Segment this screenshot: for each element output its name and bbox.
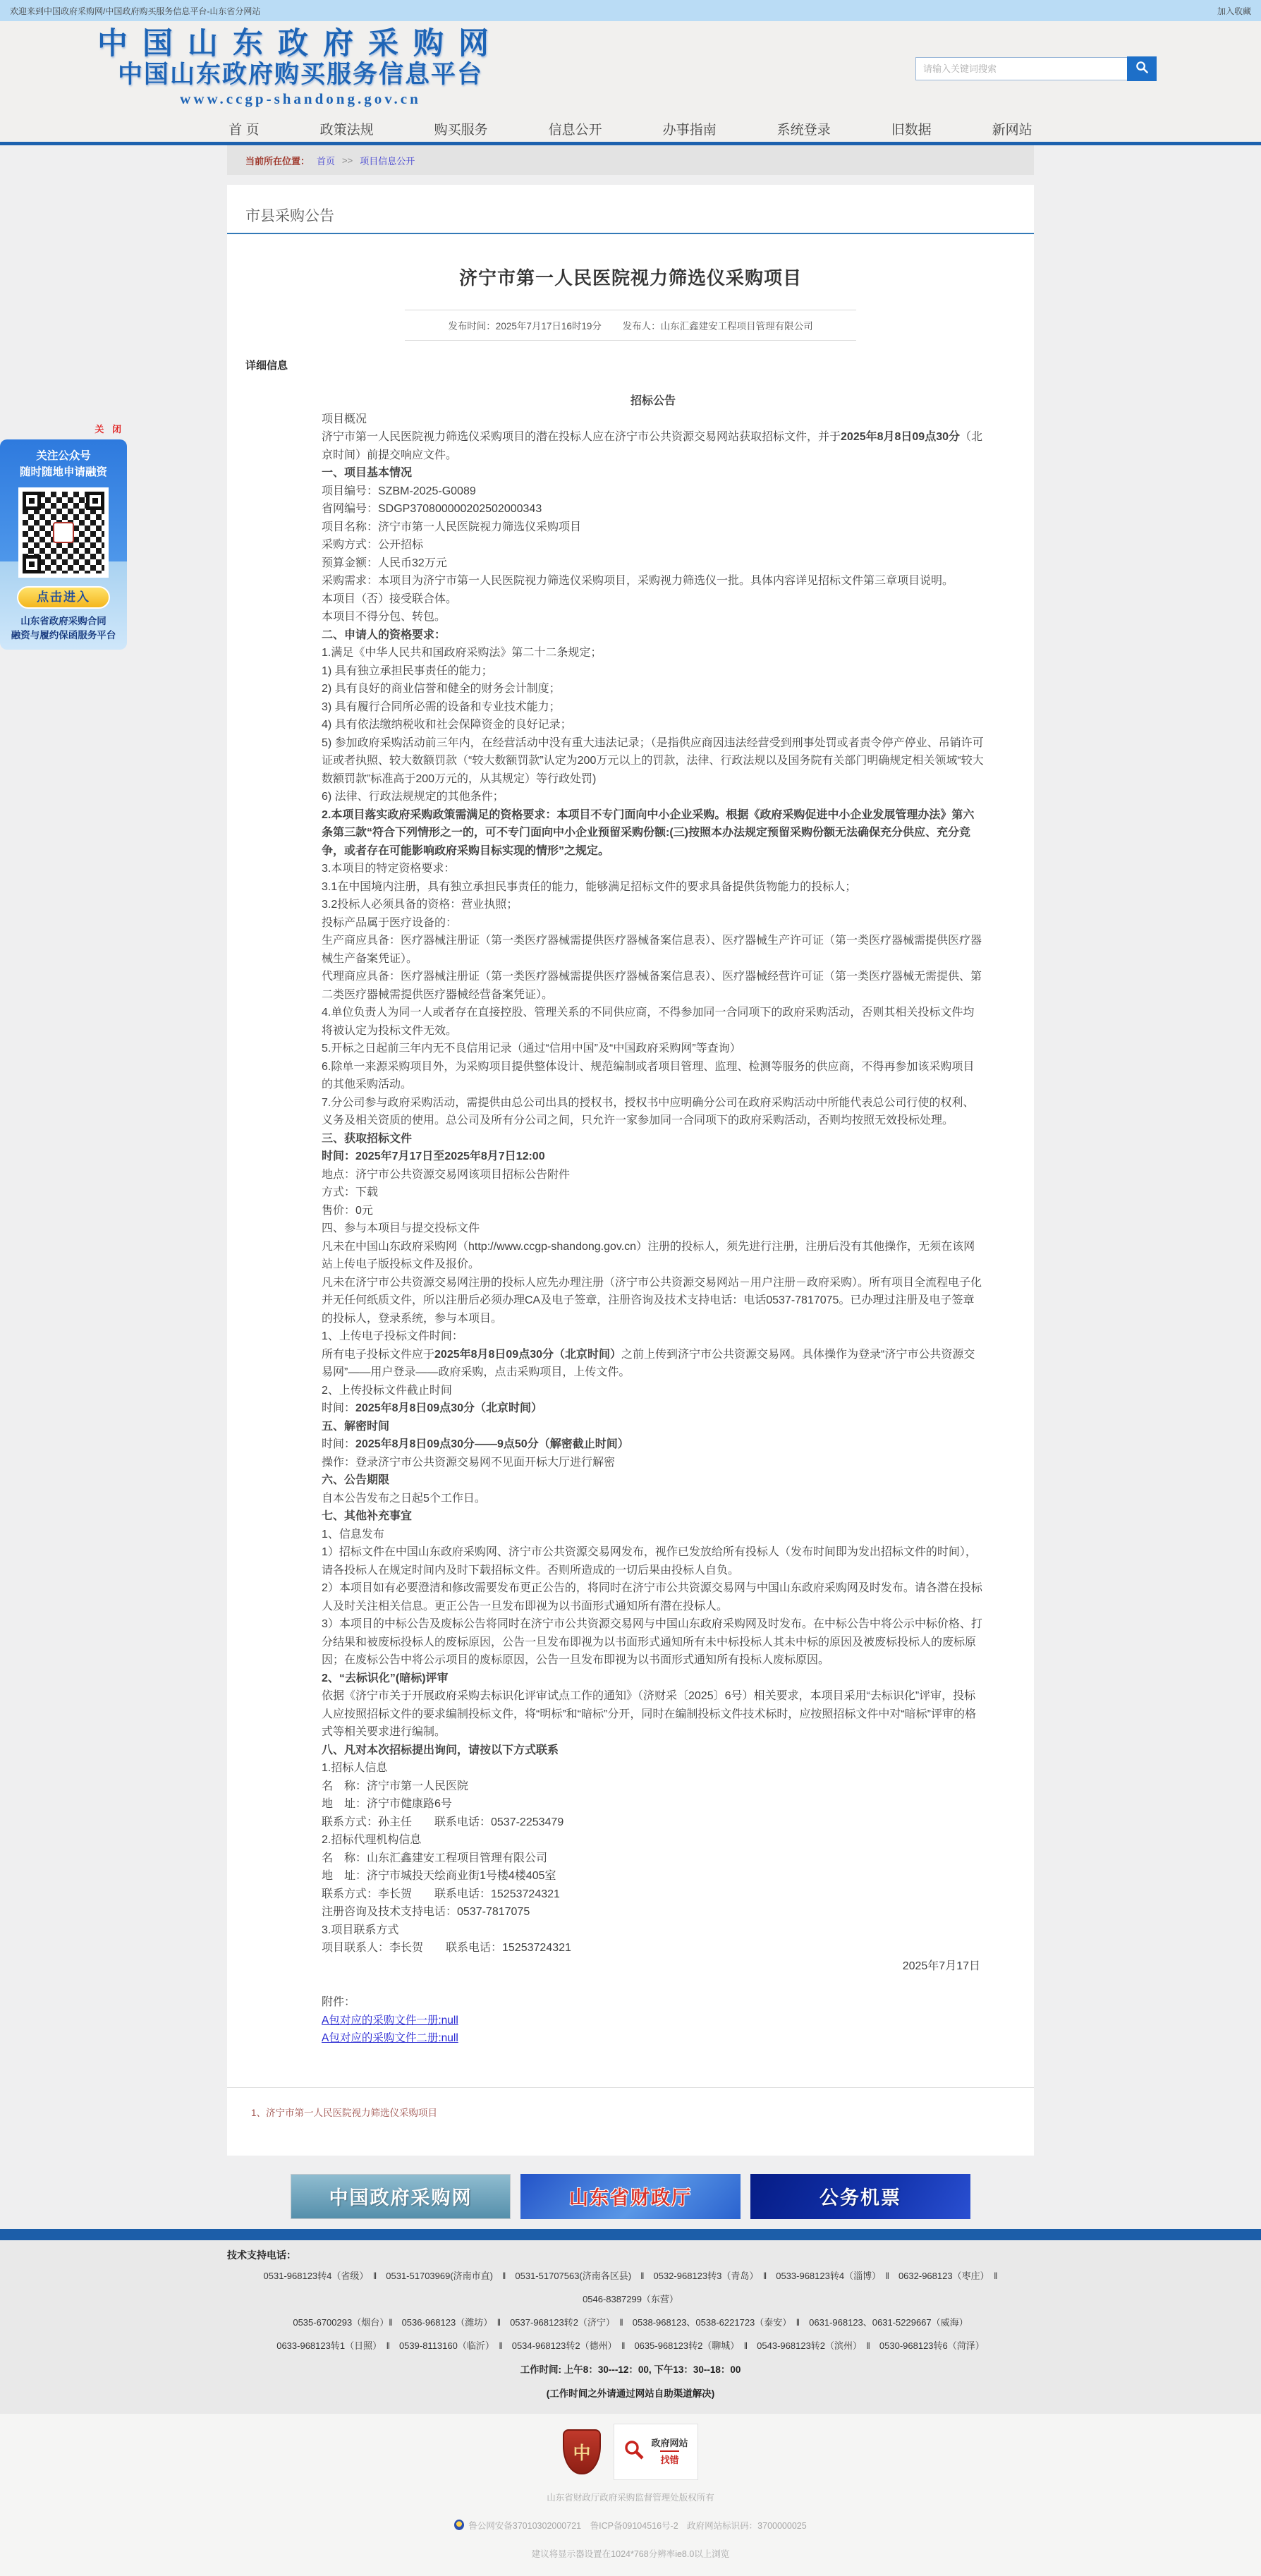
error-report-text bbox=[651, 2436, 688, 2467]
text-segment: 五、解密时间 bbox=[322, 1420, 390, 1433]
paragraph bbox=[322, 1903, 985, 1921]
footer-support bbox=[0, 2240, 1261, 2414]
widget-close-button[interactable]: 关 闭 bbox=[95, 424, 124, 435]
paragraph bbox=[322, 536, 985, 554]
qr-finder-icon bbox=[86, 492, 104, 510]
paragraph bbox=[322, 1058, 985, 1094]
search-icon bbox=[1135, 61, 1149, 76]
footer-blue-bar bbox=[0, 2229, 1261, 2240]
text-segment: 生产商应具备：医疗器械注册证（第一类医疗器械需提供医疗器械备案信息表）、医疗器械生产许可证（第一类医疗器械需提供医疗器械生产备案凭证）。 bbox=[322, 935, 982, 965]
paragraph bbox=[322, 860, 985, 878]
paragraph bbox=[322, 1957, 985, 1976]
nav-item[interactable]: 系统登录 bbox=[776, 123, 831, 138]
text-segment: 2) 具有良好的商业信誉和健全的财务会计制度； bbox=[322, 683, 561, 695]
paragraph bbox=[322, 590, 985, 609]
text-segment: 6.除单一来源采购项目外，为采购项目提供整体设计、规范编制或者项目管理、监理、检测等服务的供应商，不得再参加该采购项目的其他采购活动。 bbox=[322, 1060, 975, 1090]
text-segment: 联系方式：孙主任 联系电话：0537-2253479 bbox=[322, 1816, 564, 1828]
footer-banner[interactable] bbox=[291, 2174, 511, 2219]
text-segment: 项目联系人：李长贺 联系电话：15253724321 bbox=[322, 1942, 571, 1954]
nav-item[interactable]: 购买服务 bbox=[434, 123, 488, 138]
paragraph bbox=[322, 1382, 985, 1400]
welcome-text: 欢迎来到中国政府采购网/中国政府购买服务信息平台-山东省分网站 bbox=[10, 6, 261, 16]
text-segment: 1、上传电子投标文件时间： bbox=[322, 1330, 463, 1342]
nav-item[interactable]: 新网站 bbox=[992, 123, 1032, 138]
support-phone-lines bbox=[0, 2264, 1261, 2357]
text-segment: 本项目不得分包、转包。 bbox=[322, 611, 446, 623]
attachments-label: 附件： bbox=[322, 1996, 356, 2008]
text-segment: 四、参与本项目与提交投标文件 bbox=[322, 1222, 480, 1234]
beian-line bbox=[0, 2515, 1261, 2536]
widget-title-line1: 关注公众号 bbox=[36, 450, 91, 462]
paragraph bbox=[322, 1490, 985, 1508]
magnifier-icon bbox=[623, 2439, 645, 2464]
paragraph bbox=[322, 1399, 985, 1418]
work-time: 工作时间: 上午8：30---12：00, 下午13：30--18：00 bbox=[520, 2364, 741, 2375]
paragraph bbox=[322, 1454, 985, 1472]
text-segment: 2.招标代理机构信息 bbox=[322, 1834, 422, 1846]
text-segment: 2025年7月17日 bbox=[902, 1960, 980, 1972]
paragraph bbox=[322, 1238, 985, 1274]
publish-time: 发布时间：2025年7月17日16时19分 bbox=[448, 321, 602, 332]
breadcrumb-current-link[interactable]: 项目信息公开 bbox=[360, 155, 415, 166]
text-segment: 5.开标之日起前三年内无不良信用记录（通过“信用中国”及“中国政府采购网”等查询） bbox=[322, 1043, 741, 1055]
text-segment: 采购需求：本项目为济宁市第一人民医院视力筛选仪采购项目，采购视力筛选仪一批。具体内容详见招标文件第三章项目说明。 bbox=[322, 575, 954, 587]
paragraph bbox=[322, 932, 985, 968]
paragraph bbox=[322, 716, 985, 734]
text-segment: 预算金额：人民币32万元 bbox=[322, 557, 447, 569]
text-segment: 7.分公司参与政府采购活动，需提供由总公司出具的授权书，授权书中应明确分公司在政府采购活动中所能代表总公司行使的权利、义务及相关资质的使用。总公司及所有分公司之间，只允许一家参加同一合同项下的政府采购活动，否则均按照无效投标处理。 bbox=[322, 1096, 975, 1126]
paragraph bbox=[322, 1921, 985, 1940]
text-segment: 地 址：济宁市健康路6号 bbox=[322, 1798, 452, 1810]
paragraph bbox=[322, 1274, 985, 1328]
text-segment: 3.项目联系方式 bbox=[322, 1924, 399, 1936]
text-segment: 自本公告发布之日起5个工作日。 bbox=[322, 1492, 486, 1505]
breadcrumb-label: 当前所在位置： bbox=[245, 155, 310, 166]
paragraph bbox=[322, 1471, 985, 1490]
widget-body bbox=[0, 439, 127, 650]
work-time-note: (工作时间之外请通过网站自助渠道解决) bbox=[546, 2388, 715, 2399]
footer-banner[interactable] bbox=[750, 2174, 970, 2219]
text-segment: 2）本项目如有必要澄清和修改需要发布更正公告的，将同时在济宁市公共资源交易网与中国山东政府采购网及时发布。请各潜在投标人及时关注相关信息。更正公告一旦发布即视为以书面形式通知所有潜在投标人。 bbox=[322, 1582, 982, 1612]
text-segment: 所有电子投标文件应于 bbox=[322, 1348, 435, 1361]
attachments-block bbox=[322, 1993, 985, 2048]
paragraph bbox=[322, 644, 985, 662]
paragraph bbox=[322, 1579, 985, 1615]
text-segment: 招标公告 bbox=[630, 395, 676, 407]
publisher: 发布人：山东汇鑫建安工程项目管理有限公司 bbox=[622, 321, 813, 332]
text-segment: 三、获取招标文件 bbox=[322, 1132, 413, 1145]
text-segment: 4.单位负责人为同一人或者存在直接控股、管理关系的不同供应商，不得参加同一合同项下的政府采购活动，否则其相关投标文件均将被认定为投标文件无效。 bbox=[322, 1007, 975, 1037]
beian-text: 鲁公网安备37010302000721 鲁ICP备09104516号-2 政府网站标识码：3700000025 bbox=[468, 2520, 807, 2531]
paragraph bbox=[322, 1328, 985, 1346]
paragraph bbox=[322, 572, 985, 590]
text-segment: 凡未在济宁市公共资源交易网注册的投标人应先办理注册（济宁市公共资源交易网站－用户注册－政府采购）。所有项目全流程电子化并无任何纸质文件，所以注册后必须办理CA及电子签章，注册咨询及技术支持电话：电话0537-7817075。已办理过注册及电子签章的投标人，登录系统，参与本项目。 bbox=[322, 1276, 982, 1325]
footer-banners bbox=[0, 2174, 1261, 2219]
paragraph bbox=[322, 1220, 985, 1238]
text-segment: 1.招标人信息 bbox=[322, 1762, 388, 1774]
text-segment: 操作：登录济宁市公共资源交易网不见面开标大厅进行解密 bbox=[322, 1456, 616, 1469]
text-segment: 名 称：济宁市第一人民医院 bbox=[322, 1780, 469, 1792]
text-segment: 方式：下载 bbox=[322, 1186, 379, 1198]
text-segment: 项目名称：济宁市第一人民医院视力筛选仪采购项目 bbox=[322, 521, 582, 533]
nav-item[interactable]: 办事指南 bbox=[662, 123, 717, 138]
site-header bbox=[0, 21, 1261, 116]
paragraph bbox=[322, 1184, 985, 1202]
text-segment: 二、申请人的资格要求： bbox=[322, 628, 446, 641]
text-segment: 5) 参加政府采购活动前三年内，在经营活动中没有重大违法记录；（是指供应商因违法经营受到刑事处罚或者责令停产停业、吊销许可证或者执照、较大数额罚款（“较大数额罚款”认定为200万元以上的罚款，法律、行政法规以及国务院有关部门明确规定相关领域“较大数额罚款”标准高于200万元的，从其规定）等行政处罚) bbox=[322, 736, 984, 785]
detail-info-label: 详细信息 bbox=[245, 360, 288, 372]
resolution-note: 建议将显示器设置在1024*768分辨率ie8.0以上浏览 bbox=[531, 2548, 730, 2559]
paragraph bbox=[322, 1615, 985, 1670]
paragraph bbox=[322, 698, 985, 717]
text-segment: 联系方式：李长贺 联系电话：15253724321 bbox=[322, 1888, 560, 1900]
paragraph bbox=[322, 1543, 985, 1579]
support-phone-line: 0535-6700293（烟台）‖ 0536-968123（潍坊） ‖ 0537-968123转2（济宁） ‖ 0538-968123、0538-6221723（泰安） ‖ 0631-968123、0631-5229667（威海） bbox=[293, 2316, 968, 2328]
text-segment: 时间： bbox=[322, 1438, 356, 1450]
support-phone-line: 0531-968123转4（省级） ‖ 0531-51703969(济南市直) ‖ 0531-51707563(济南各区县) ‖ 0532-968123转3（青岛） ‖ 0533-968123转4（淄博） ‖ 0632-968123（枣庄） ‖ bbox=[263, 2270, 998, 2281]
text-segment: 2.本项目落实政府采购政策需满足的资格要求：本项目不专门面向中小企业采购。根据《政府采购促进中小企业发展管理办法》第六条第三款“符合下列情形之一的，可不专门面向中小企业预留采购份额:(三)按照本办法规定预留采购份额无法确保充分供应、充分竞争，或者存在可能影响政府采购目标实现的情形”之规定。 bbox=[322, 808, 975, 857]
paragraph bbox=[322, 1166, 985, 1184]
paragraph bbox=[322, 1040, 985, 1058]
text-segment: 省网编号：SDGP370800000202502000343 bbox=[322, 503, 542, 515]
text-segment: 时间： bbox=[322, 1402, 356, 1414]
logo-title: 中国山东政府采购网 bbox=[97, 28, 504, 61]
paragraph bbox=[322, 482, 985, 501]
announcement-panel bbox=[227, 185, 1034, 2156]
financing-qr-widget bbox=[0, 422, 127, 650]
text-segment: 1) 具有独立承担民事责任的能力； bbox=[322, 664, 493, 677]
paragraph bbox=[322, 1148, 985, 1166]
paragraph bbox=[322, 1813, 985, 1832]
text-segment: 2025年8月8日09点30分（北京时间） bbox=[355, 1402, 543, 1414]
text-segment: 2025年8月8日09点30分 bbox=[841, 431, 961, 443]
gov-shield-badge[interactable] bbox=[563, 2429, 601, 2474]
paragraph bbox=[322, 608, 985, 626]
widget-caption-line1: 山东省政府采购合同 bbox=[20, 616, 106, 626]
paragraph bbox=[322, 1939, 985, 1957]
text-segment: 一、项目基本情况 bbox=[322, 467, 413, 479]
paragraph bbox=[322, 411, 985, 429]
paragraph bbox=[322, 428, 985, 464]
paragraph bbox=[322, 1867, 985, 1885]
paragraph bbox=[322, 392, 985, 411]
paragraph bbox=[322, 1004, 985, 1040]
paragraph bbox=[322, 662, 985, 681]
attachment-link[interactable]: A包对应的采购文件二册:null bbox=[322, 2032, 458, 2044]
support-phone-label: 技术支持电话： bbox=[227, 2249, 296, 2261]
text-segment: 本项目（否）接受联合体。 bbox=[322, 593, 458, 605]
text-segment: 项目编号：SZBM-2025-G0089 bbox=[322, 485, 476, 497]
text-segment: 济宁市第一人民医院视力筛选仪采购项目的潜在投标人应在济宁市公共资源交易网站获取招标文件，并于 bbox=[322, 431, 841, 443]
text-segment: 售价：0元 bbox=[322, 1204, 373, 1217]
text-segment: 2025年8月8日09点30分——9点50分（解密截止时间） bbox=[355, 1438, 629, 1450]
search-input[interactable] bbox=[915, 57, 1127, 80]
search-button[interactable] bbox=[1127, 56, 1157, 81]
text-segment: 3.本项目的特定资格要求： bbox=[322, 863, 456, 875]
breadcrumb-home-link[interactable]: 首页 bbox=[317, 155, 336, 166]
banner-label: 山东省财政厅 bbox=[569, 2187, 692, 2209]
text-segment: 2、上传投标文件截止时间 bbox=[322, 1384, 452, 1397]
widget-title-line2: 随时随地申请融资 bbox=[19, 466, 107, 478]
support-phone-line: 0546-8387299（东营） bbox=[583, 2293, 678, 2304]
text-segment: 名 称：山东汇鑫建安工程项目管理有限公司 bbox=[322, 1852, 548, 1864]
text-segment: 投标产品属于医疗设备的： bbox=[322, 916, 458, 929]
paragraph bbox=[322, 554, 985, 573]
paragraph bbox=[322, 1418, 985, 1436]
related-item-link[interactable]: 1、济宁市第一人民医院视力筛选仪采购项目 bbox=[251, 2107, 438, 2118]
error-report-line2: 找错 bbox=[660, 2450, 678, 2467]
paragraph bbox=[322, 1687, 985, 1742]
copyright-text: 山东省财政厅政府采购监督管理处版权所有 bbox=[547, 2492, 714, 2503]
text-segment: 3.1在中国境内注册，具有独立承担民事责任的能力，能够满足招标文件的要求具备提供货物能力的投标人； bbox=[322, 880, 857, 893]
text-segment: 注册咨询及技术支持电话：0537-7817075 bbox=[322, 1906, 530, 1918]
paragraph bbox=[322, 500, 985, 518]
attachment-link[interactable]: A包对应的采购文件一册:null bbox=[322, 2014, 458, 2027]
site-error-report-badge[interactable] bbox=[614, 2424, 698, 2480]
footer-bottom bbox=[0, 2414, 1261, 2576]
paragraph bbox=[322, 896, 985, 914]
document-meta bbox=[405, 310, 856, 341]
qr-code bbox=[18, 487, 109, 578]
paragraph bbox=[322, 1094, 985, 1130]
text-segment: 项目概况 bbox=[322, 413, 367, 425]
footer-badges bbox=[0, 2424, 1261, 2480]
paragraph bbox=[322, 1885, 985, 1904]
nav-item[interactable]: 首 页 bbox=[229, 123, 260, 138]
text-segment: （北京时间）前提交响应文件。 bbox=[322, 431, 983, 461]
paragraph bbox=[322, 1202, 985, 1220]
text-segment: 2、“去标识化”(暗标)评审 bbox=[322, 1672, 449, 1684]
logo-url: www.ccgp-shandong.gov.cn bbox=[180, 90, 421, 107]
paragraph-list bbox=[322, 392, 985, 1975]
paragraph bbox=[322, 1435, 985, 1454]
paragraph bbox=[322, 788, 985, 806]
paragraph bbox=[322, 914, 985, 932]
document-title: 济宁市第一人民医院视力筛选仪采购项目 bbox=[458, 267, 802, 288]
text-segment: 八、凡对本次招标提出询问，请按以下方式联系 bbox=[322, 1744, 559, 1756]
site-logo[interactable] bbox=[97, 28, 504, 109]
text-segment: 时间：2025年7月17日至2025年8月7日12:00 bbox=[322, 1150, 545, 1162]
paragraph bbox=[322, 1759, 985, 1778]
footer-banner[interactable] bbox=[520, 2174, 741, 2219]
text-segment: 3）本项目的中标公告及废标公告将同时在济宁市公共资源交易网与中国山东政府采购网及时发布。在中标公告中将公示中标价格、打分结果和被废标投标人的废标原因，公告一旦发布即视为以书面形式通知所有未中标投标人其未中标的原因及被废标投标人的废标原因；在废标公告中将公示项目的废标原因，公告一旦发布即视为以书面形式通知所有投标人废标原因。 bbox=[322, 1618, 982, 1666]
text-segment: 七、其他补充事宜 bbox=[322, 1510, 413, 1522]
paragraph bbox=[322, 878, 985, 897]
paragraph bbox=[322, 968, 985, 1004]
add-favorite-link[interactable]: 加入收藏 bbox=[1217, 6, 1251, 16]
paragraph bbox=[322, 806, 985, 861]
logo-subtitle: 中国山东政府购买服务信息平台 bbox=[117, 61, 483, 89]
text-segment: 代理商应具备：医疗器械注册证（第一类医疗器械需提供医疗器械备案信息表）、医疗器械经营许可证（第一类医疗器械无需提供、第二类医疗器械需提供医疗器械经营备案凭证）。 bbox=[322, 971, 982, 1001]
widget-caption-line2: 融资与履约保函服务平台 bbox=[11, 630, 116, 640]
text-segment: 4) 具有依法缴纳税收和社会保障资金的良好记录； bbox=[322, 719, 572, 731]
top-announcement-bar bbox=[0, 0, 1261, 21]
section-title: 市县采购公告 bbox=[227, 185, 1034, 234]
paragraph bbox=[322, 1526, 985, 1544]
qr-finder-icon bbox=[23, 555, 41, 573]
nav-item[interactable]: 旧数据 bbox=[891, 123, 932, 138]
breadcrumb-separator: >> bbox=[342, 154, 353, 166]
text-segment: 依据《济宁市关于开展政府采购去标识化评审试点工作的通知》（济财采〔2025〕6号）相关要求，本项目采用“去标识化”评审，投标人应按照招标文件的要求编制投标文件，将“明标”和“暗标”分开，同时在编制投标文件技术标时，应按照招标文件中对“暗标”评审的格式等相关要求进行编制。 bbox=[322, 1690, 976, 1738]
text-segment: 六、公告期限 bbox=[322, 1474, 390, 1486]
qr-center-seal bbox=[53, 522, 74, 543]
widget-enter-button[interactable]: 点击进入 bbox=[17, 586, 110, 609]
text-segment: 1、信息发布 bbox=[322, 1528, 384, 1541]
qr-finder-icon bbox=[23, 492, 41, 510]
text-segment: 地点：济宁市公共资源交易网该项目招标公告附件 bbox=[322, 1168, 571, 1181]
support-phone-line: 0633-968123转1（日照） ‖ 0539-8113160（临沂） ‖ 0534-968123转2（德州） ‖ 0635-968123转2（聊城） ‖ 0543-968123转2（滨州） ‖ 0530-968123转6（菏泽） bbox=[276, 2340, 985, 2351]
panel-divider bbox=[227, 2087, 1034, 2088]
text-segment: 之前上传到济宁市公共资源交易网。具体操作为登录“济宁市公共资源交易网”——用户登录——政府采购，点击采购项目，上传文件。 bbox=[322, 1348, 975, 1378]
text-segment: 6) 法律、行政法规规定的其他条件； bbox=[322, 791, 504, 803]
error-report-line1: 政府网站 bbox=[651, 2438, 688, 2448]
text-segment: 采购方式：公开招标 bbox=[322, 539, 424, 551]
text-segment: 3.2投标人必须具备的资格：营业执照； bbox=[322, 899, 518, 911]
banner-label: 中国政府采购网 bbox=[329, 2187, 473, 2209]
attachment-list bbox=[322, 2012, 985, 2048]
breadcrumb bbox=[227, 145, 1034, 175]
paragraph bbox=[322, 680, 985, 698]
shield-emblem-icon: 中 bbox=[573, 2443, 591, 2463]
paragraph bbox=[322, 626, 985, 645]
paragraph bbox=[322, 1795, 985, 1813]
document-body bbox=[322, 392, 985, 2048]
paragraph bbox=[322, 1778, 985, 1796]
paragraph bbox=[322, 1849, 985, 1868]
text-segment: 3) 具有履行合同所必需的设备和专业技术能力； bbox=[322, 700, 561, 713]
paragraph bbox=[322, 1346, 985, 1382]
search-bar bbox=[915, 56, 1157, 81]
paragraph bbox=[322, 518, 985, 537]
paragraph bbox=[322, 1130, 985, 1148]
nav-item[interactable]: 政策法规 bbox=[319, 123, 374, 138]
text-segment: 2025年8月8日09点30分（北京时间） bbox=[434, 1348, 622, 1361]
paragraph bbox=[322, 464, 985, 482]
text-segment: 1.满足《中华人民共和国政府采购法》第二十二条规定； bbox=[322, 647, 602, 659]
text-segment: 1）招标文件在中国山东政府采购网、济宁市公共资源交易网发布，视作已发放给所有投标人（发布时间即为发出招标文件的时间），请各投标人在规定时间内及时下载招标文件。否则所造成的一切后果由投标人自负。 bbox=[322, 1546, 977, 1576]
main-nav bbox=[0, 116, 1261, 145]
paragraph bbox=[322, 1670, 985, 1688]
paragraph bbox=[322, 1742, 985, 1760]
police-badge-icon bbox=[454, 2520, 464, 2530]
paragraph bbox=[322, 1507, 985, 1526]
banner-label: 公务机票 bbox=[820, 2187, 901, 2209]
nav-item[interactable]: 信息公开 bbox=[548, 123, 602, 138]
text-segment: 地 址：济宁市城投天绘商业街1号楼4楼405室 bbox=[322, 1870, 556, 1882]
paragraph bbox=[322, 1831, 985, 1849]
text-segment: 凡未在中国山东政府采购网（http://www.ccgp-shandong.gov.cn）注册的投标人，须先进行注册，注册后没有其他操作，无须在该网站上传电子版投标文件及报价。 bbox=[322, 1240, 975, 1270]
paragraph bbox=[322, 734, 985, 789]
